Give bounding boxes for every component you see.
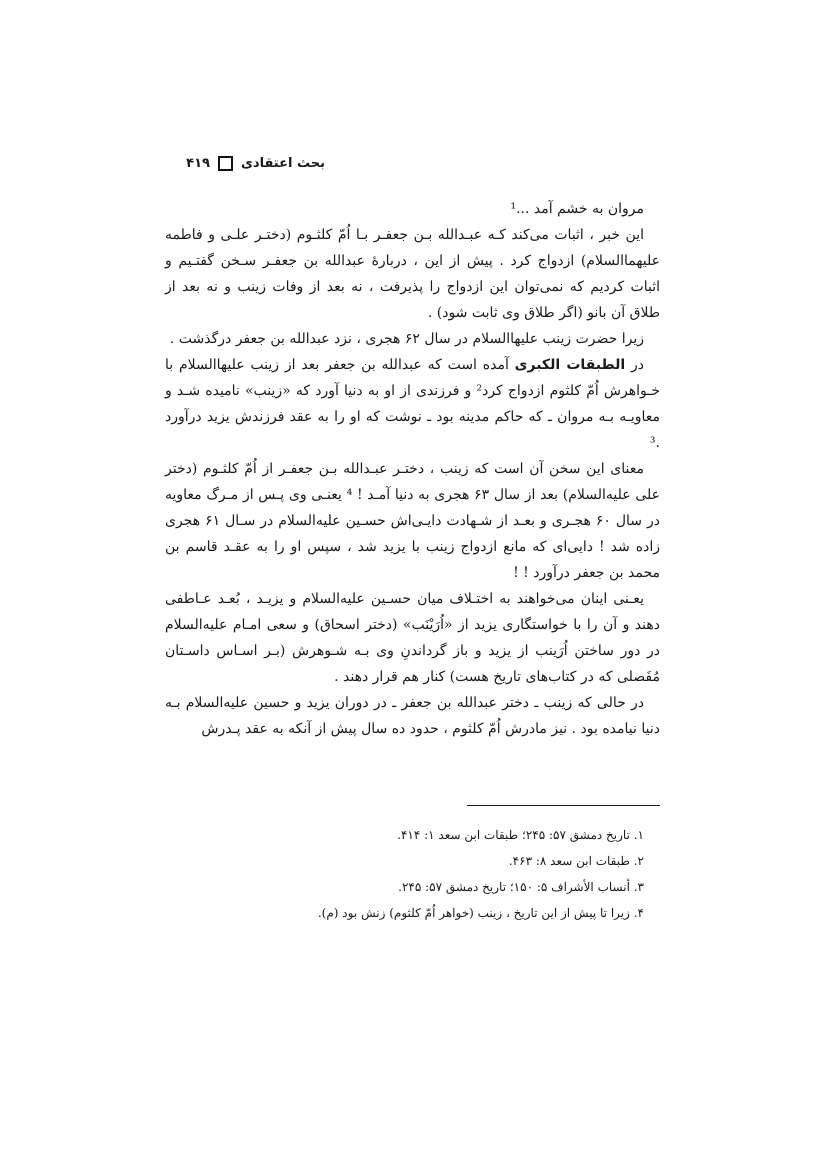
page-number: ۴۱۹ (186, 155, 210, 171)
paragraph: در حالی که زینب ـ دختر عبدالله بن جعفر ـ در دوران یزید و حسین علیه‌السلام بـه دنیا نیامده بود . نیز مادرش اُمّ کلثوم ، حدود ده سال پیش از آنکه به عقد پـدرش (165, 695, 660, 737)
running-header (165, 152, 325, 174)
paragraph-lead: در (631, 357, 645, 373)
footnote: ۴. زیرا تا پیش از این تاریخ ، زینب (خواهر اُمّ کلثوم) زنش بود (م). (317, 906, 644, 920)
paragraph-rest: آمده است که عبدالله بن جعفر بعد از زینب علیهاالسلام با خـواهرش اُمّ کلثوم ازدواج کرد² و فرزندی از او به دنیا آورد که «زینب» نامیده شـد و معاویـه بـه مروان ـ که حاکم مدینه بود ـ نوشت که او را به عقد فرزندش یزید درآورد .³ (165, 357, 660, 451)
square-icon (218, 156, 233, 171)
main-text (165, 196, 660, 742)
footnote: ۱. تاریخ دمشق ۵۷: ۲۴۵؛ طبقات ابن سعد ۱: ۴۱۴. (397, 828, 644, 842)
footnote: ۲. طبقات ابن سعد ۸: ۴۶۳. (508, 854, 644, 868)
paragraph: معنای این سخن آن است که زینب ، دختـر عبـدالله بـن جعفـر از اُمّ کلثـوم (دختر علی علیه‌السلام) بعد از سال ۶۳ هجری به دنیا آمـد ! ⁴ یعنـی وی پـس از مـرگ معاویه در سال ۶۰ هجـری و بعـد از شـهادت دایـی‌اش حسـین علیه‌السلام در سـال ۶۱ هجری زاده شد ! دایی‌ای که مانع ازدواج زینب با یزید شد ، سپس او را به عقـد قاسم بن محمد بن جعفر درآورد ! ! (165, 461, 660, 581)
paragraph: این خبر ، اثبات می‌کند کـه عبـدالله بـن جعفـر بـا اُمّ کلثـوم (دختـر علـی و فاطمه علیهماالسلام) ازدواج کرد . پیش از این ، دربارهٔ عبدالله بن جعفـر سـخن گفتـیم و اثبات کردیم که نمی‌توان این ازدواج را پذیرفت ، نه بعد از وفات زینب و نه بعد از طلاق آن بانو (اگر طلاق وی ثابت شود) . (165, 227, 660, 321)
book-title: الطبقات الکبری (514, 357, 626, 373)
footnotes (165, 822, 660, 926)
footnote-separator (467, 805, 660, 806)
paragraph (165, 352, 660, 456)
paragraph: زیرا حضرت زینب علیهاالسلام در سال ۶۲ هجری ، نزد عبدالله بن جعفر درگذشت . (169, 331, 644, 347)
paragraph: یعـنی اینان می‌خواهند به اختـلاف میان حسـین علیه‌السلام و یزیـد ، بُعـد عـاطفی دهند و آن را با خواستگاری یزید از «اُرَیْنَب» (دختر اسحاق) و سعی امـام علیه‌السلام در دور ساختن اُرَینب از یزید و باز گرداندنِ وی بـه شـوهرش (بـر اسـاس داسـتان مُفَصلی که در کتاب‌های تاریخ هست) کنار هم قرار دهند . (165, 591, 660, 685)
paragraph: مروان به خشم آمد ...¹ (510, 201, 644, 217)
footnote: ۳. أنساب الأشراف ۵: ۱۵۰؛ تاریخ دمشق ۵۷: ۲۴۵. (398, 880, 644, 894)
running-header-title: بحث اعتقادی (240, 155, 325, 171)
